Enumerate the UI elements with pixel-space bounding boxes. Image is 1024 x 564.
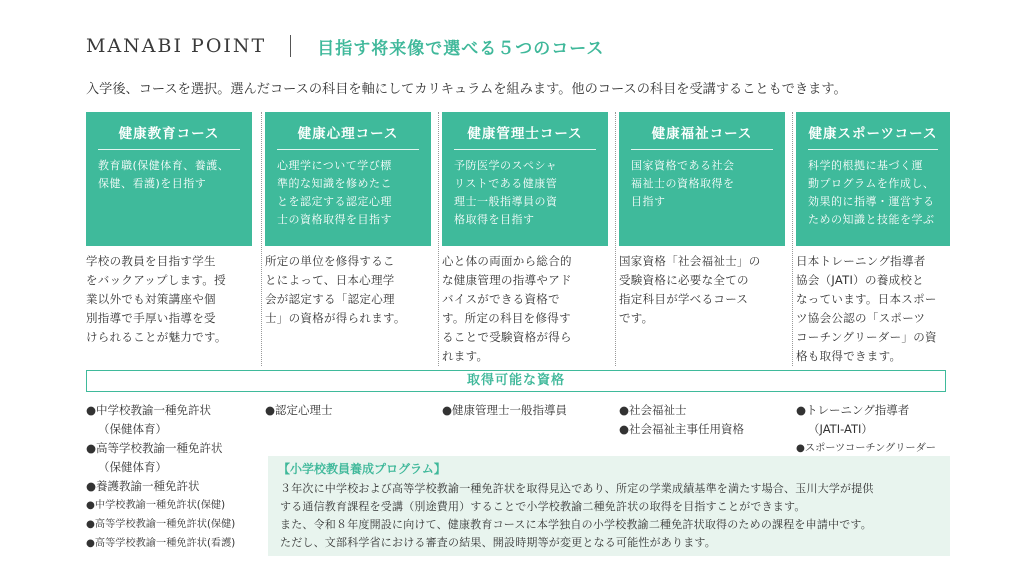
desc-line: 教育職(保健体育、養護、 [98,159,230,172]
course-desc [808,157,938,229]
text-line: 別指導で手厚い指導を受 [86,311,216,325]
course-text [619,252,785,328]
desc-line: 準的な知識を修めたこ [277,177,392,190]
desc-line: 福祉士の資格取得を [631,177,735,190]
course-health-management [442,112,608,366]
text-line: なっています。日本スポー [796,292,937,306]
text-line: な健康管理の指導やアド [442,273,572,287]
qualification-item: ●スポーツコーチングリーダー [796,443,936,454]
desc-line: リストである健康管 [454,177,558,190]
text-line: です。 [619,311,654,325]
column-divider [438,112,439,366]
course-title: 健康教育コース [98,122,240,150]
desc-line: 科学的根拠に基づく運 [808,159,923,172]
text-line: 会が認定する「認定心理 [265,292,395,306]
course-health-psychology [265,112,431,328]
qualification-note: （保健体育） [98,422,167,436]
course-desc [631,157,773,211]
text-line: 業以外でも対策講座や個 [86,292,216,306]
course-card [619,112,785,246]
program-text [280,480,938,552]
text-line: とによって、日本心理学 [265,273,395,287]
qualifications-heading: 取得可能な資格 [86,370,946,392]
header [86,30,604,62]
desc-line: 国家資格である社会 [631,159,735,172]
text-line: 指定科目が学べるコース [619,292,749,306]
brand-title: MANABI POINT [86,35,267,57]
desc-line: 理士一般指導員の資 [454,195,558,208]
qualification-item: ●トレーニング指導者 [796,403,910,417]
text-line: 学校の教員を目指す学生 [86,254,216,268]
qualification-item: ●高等学校教諭一種免許状(看護) [86,538,236,549]
text-line: れます。 [442,349,489,363]
desc-line: 格取得を目指す [454,213,535,226]
course-card [796,112,950,246]
qualification-item: ●認定心理士 [265,403,333,417]
text-line: ることで受験資格が得ら [442,330,572,344]
text-line: ツ協会公認の「スポーツ [796,311,926,325]
course-text [796,252,950,366]
program-title: 【小学校教員養成プログラム】 [278,462,446,476]
course-text [442,252,608,366]
qualification-item: ●養護教諭一種免許状 [86,479,200,493]
qualification-item: ●中学校教諭一種免許状(保健) [86,500,226,511]
desc-line: 動プログラムを作成し、 [808,177,935,190]
program-line: する通信教育課程を受講（別途費用）することで小学校教諭二種免許状の取得を目指すことができます。 [280,500,806,513]
course-desc [454,157,596,229]
column-divider [615,112,616,366]
desc-line: 予防医学のスペシャ [454,159,558,172]
qualifications-col-management [442,401,567,420]
text-line: す。所定の科目を修得す [442,311,571,325]
course-card [86,112,252,246]
intro-text: 入学後、コースを選択。選んだコースの科目を軸にしてカリキュラムを組みます。他のコースの科目を受講することもできます。 [86,82,847,97]
text-line: コーチングリーダー」の資 [796,330,937,344]
course-health-sports [796,112,950,366]
text-line: 格も取得できます。 [796,349,902,363]
qualification-item: ●高等学校教諭一種免許状(保健) [86,519,236,530]
course-health-welfare [619,112,785,328]
elementary-teacher-program-box [268,456,950,556]
course-card [442,112,608,246]
program-line: また、令和８年度開設に向けて、健康教育コースに本学独自の小学校教諭二種免許状取得のための課程を申請中です。 [280,518,872,531]
course-card [265,112,431,246]
text-line: 受験資格に必要な全ての [619,273,749,287]
course-health-education [86,112,252,347]
qualification-item: ●中学校教諭一種免許状 [86,403,212,417]
column-divider [261,112,262,366]
desc-line: とを認定する認定心理 [277,195,392,208]
text-line: バイスができる資格で [442,292,560,306]
desc-line: 保健、看護)を目指す [98,177,207,190]
text-line: けられることが魅力です。 [86,330,227,344]
text-line: をバックアップします。授 [86,273,226,287]
text-line: 士」の資格が得られます。 [265,311,406,325]
desc-line: 目指す [631,195,666,208]
qualifications-col-psychology [265,401,333,420]
desc-line: 心理学について学び標 [277,159,392,172]
course-text [265,252,431,328]
course-text [86,252,252,347]
desc-line: 効果的に指導・運営する [808,195,935,208]
qualification-item: ●健康管理士一般指導員 [442,403,568,417]
text-line: 心と体の両面から総合的 [442,254,572,268]
text-line: 所定の単位を修得するこ [265,254,395,268]
text-line: 協会（JATI）の養成校と [796,273,924,287]
qualifications-col-welfare [619,401,744,439]
course-title: 健康心理コース [277,122,419,150]
course-desc [98,157,240,193]
course-desc [277,157,419,229]
course-title: 健康福祉コース [631,122,773,150]
page-tagline: 目指す将来像で選べる５つのコース [317,38,605,59]
text-line: 日本トレーニング指導者 [796,254,926,268]
qualifications-col-education [86,401,235,553]
program-line: ３年次に中学校および高等学校教諭一種免許状を取得見込であり、所定の学業成績基準を満たす場合、玉川大学が提供 [280,482,874,495]
course-title: 健康スポーツコース [808,122,938,150]
qualification-note: （JATI-ATI） [808,422,873,436]
course-title: 健康管理士コース [454,122,596,150]
header-divider [290,35,291,57]
qualification-note: （保健体育） [98,460,167,474]
qualification-item: ●高等学校教諭一種免許状 [86,441,223,455]
qualification-item: ●社会福祉士 [619,403,687,417]
column-divider [792,112,793,366]
desc-line: 士の資格取得を目指す [277,213,392,226]
qualifications-col-sports [796,401,936,458]
text-line: 国家資格「社会福祉士」の [619,254,761,268]
desc-line: ための知識と技能を学ぶ [808,213,935,226]
program-line: ただし、文部科学省における審査の結果、開設時期等が変更となる可能性があります。 [280,536,716,549]
qualification-item: ●社会福祉主事任用資格 [619,422,745,436]
